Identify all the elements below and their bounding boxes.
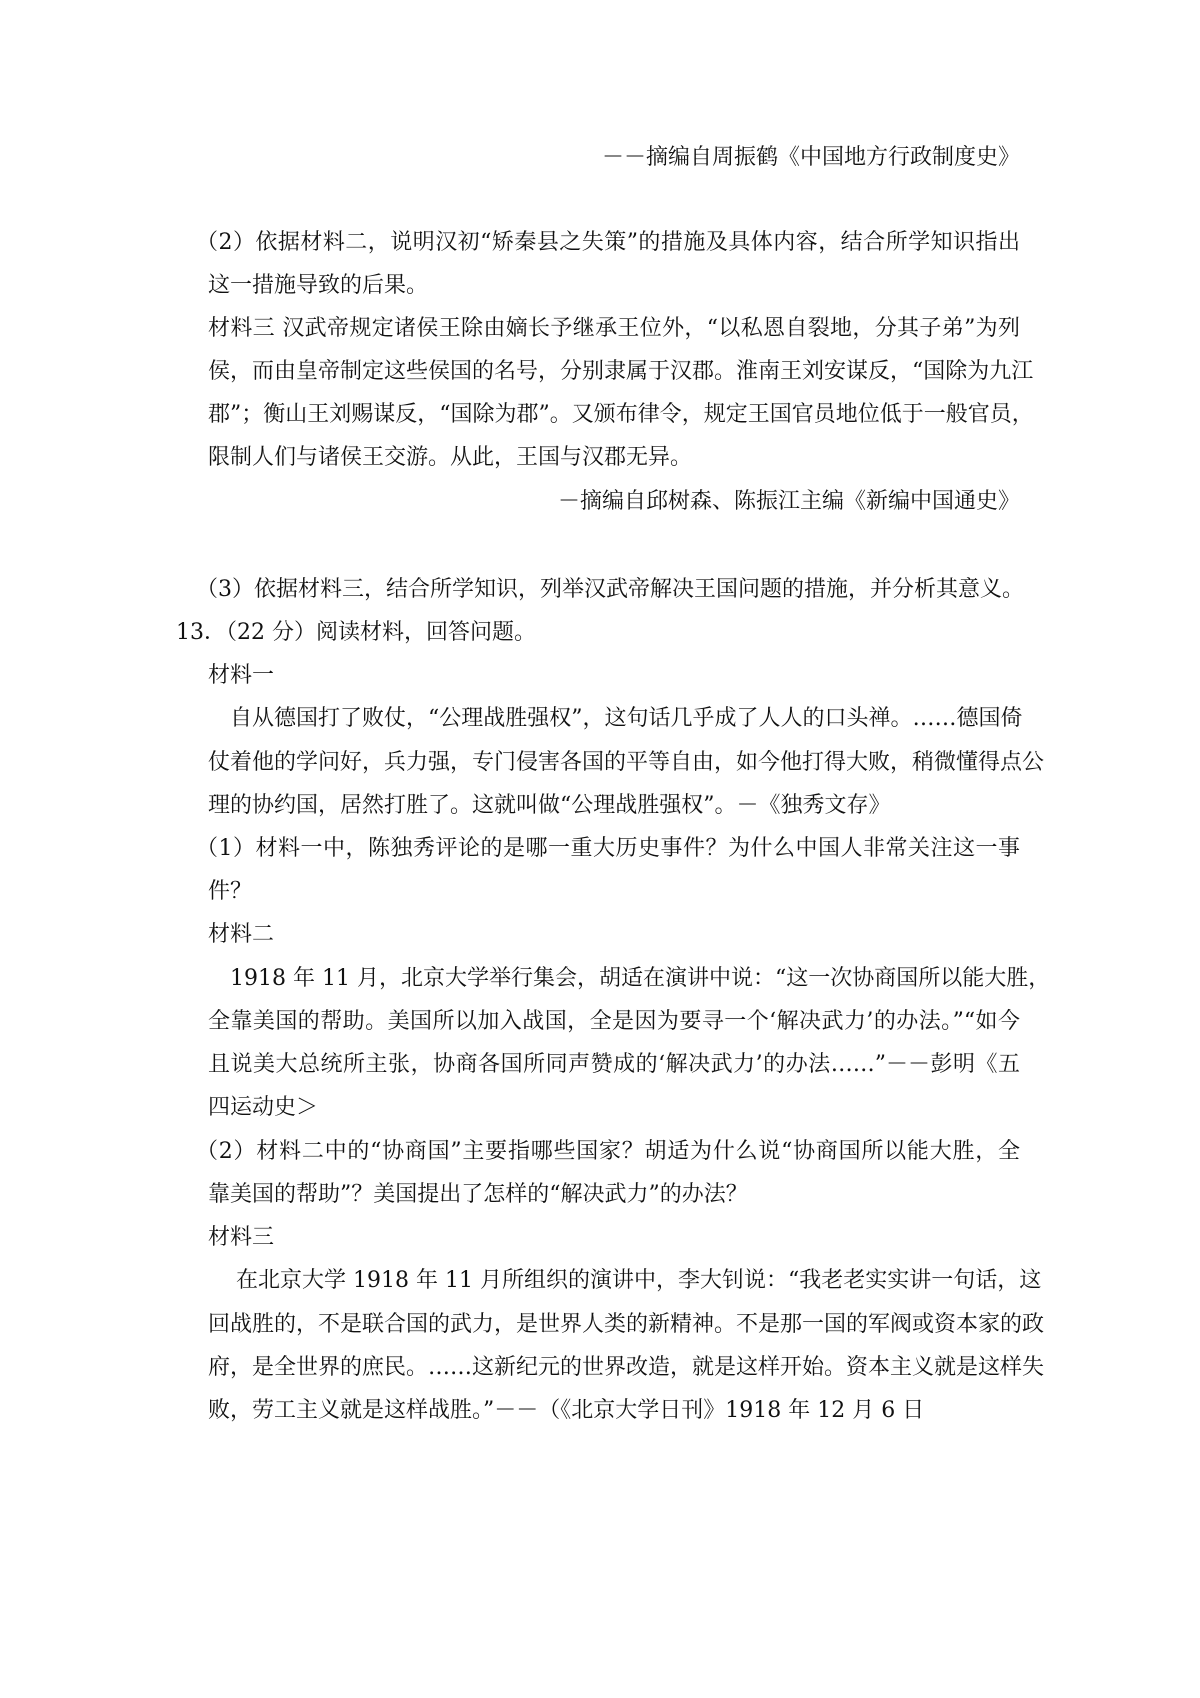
question-1-line-2: 件？ [208, 879, 253, 904]
material-1-line-3: 理的协约国，居然打胜了。这就叫做“公理战胜强权”。－《独秀文存》 [208, 793, 891, 818]
material-3b-line-4: 败，劳工主义就是这样战胜。”－－（《北京大学日刊》1918 年 12 月 6 日 [208, 1398, 925, 1423]
question-1-line-1: （1）材料一中，陈独秀评论的是哪一重大历史事件？为什么中国人非常关注这一事 [196, 836, 1020, 861]
citation-zhou: －－摘编自周振鹤《中国地方行政制度史》 [601, 145, 1020, 170]
citation-qiu: －摘编自邱树森、陈振江主编《新编中国通史》 [557, 489, 1020, 514]
material-3-line-3: 郡”；衡山王刘赐谋反，“国除为郡”。又颁布律令，规定王国官员地位低于一般官员， [208, 402, 1034, 427]
material-3-line-4: 限制人们与诸侯王交游。从此，王国与汉郡无异。 [208, 445, 693, 470]
material-3b-line-3: 府，是全世界的庶民。……这新纪元的世界改造，就是这样开始。资本主义就是这样失 [208, 1355, 1045, 1380]
material-2-line-4: 四运动史＞ [208, 1095, 319, 1120]
material-2-line-1: 1918 年 11 月，北京大学举行集会，胡适在演讲中说：“这一次协商国所以能大胜， [230, 966, 1051, 991]
material-3-line-2: 侯，而由皇帝制定这些侯国的名号，分别隶属于汉郡。淮南王刘安谋反，“国除为九江 [208, 359, 1034, 384]
material-1-label: 材料一 [208, 663, 275, 688]
material-1-line-2: 仗着他的学问好，兵力强，专门侵害各国的平等自由，如今他打得大败，稍微懂得点公 [208, 750, 1045, 775]
question-2b-line-2: 靠美国的帮助”？美国提出了怎样的“解决武力”的办法？ [208, 1182, 748, 1207]
material-3-line-1: 材料三 汉武帝规定诸侯王除由嫡长予继承王位外，“以私恩自裂地，分其子弟”为列 [208, 316, 1020, 341]
question-13-heading: 13．（22 分）阅读材料，回答问题。 [176, 620, 536, 645]
material-2-line-2: 全靠美国的帮助。美国所以加入战国，全是因为要寻一个‘解决武力’的办法。”“如今 [208, 1009, 1020, 1034]
material-3b-label: 材料三 [208, 1225, 275, 1250]
question-2-line-1: （2）依据材料二，说明汉初“矫秦县之失策”的措施及具体内容，结合所学知识指出 [196, 230, 1020, 255]
question-2-line-2: 这一措施导致的后果。 [208, 273, 429, 298]
material-2-label: 材料二 [208, 922, 275, 947]
material-3b-line-1: 在北京大学 1918 年 11 月所组织的演讲中，李大钊说：“我老老实实讲一句话，这 [236, 1268, 1042, 1293]
material-2-line-3: 且说美大总统所主张，协商各国所同声赞成的‘解决武力’的办法……”－－彭明《五 [208, 1052, 1020, 1077]
question-3: （3）依据材料三，结合所学知识，列举汉武帝解决王国问题的措施，并分析其意义。 [196, 577, 1024, 602]
material-3b-line-2: 回战胜的，不是联合国的武力，是世界人类的新精神。不是那一国的军阀或资本家的政 [208, 1312, 1045, 1337]
material-1-line-1: 自从德国打了败仗，“公理战胜强权”，这句话几乎成了人人的口头禅。……德国倚 [230, 706, 1023, 731]
question-2b-line-1: （2）材料二中的“协商国”主要指哪些国家？胡适为什么说“协商国所以能大胜，全 [196, 1139, 1020, 1164]
